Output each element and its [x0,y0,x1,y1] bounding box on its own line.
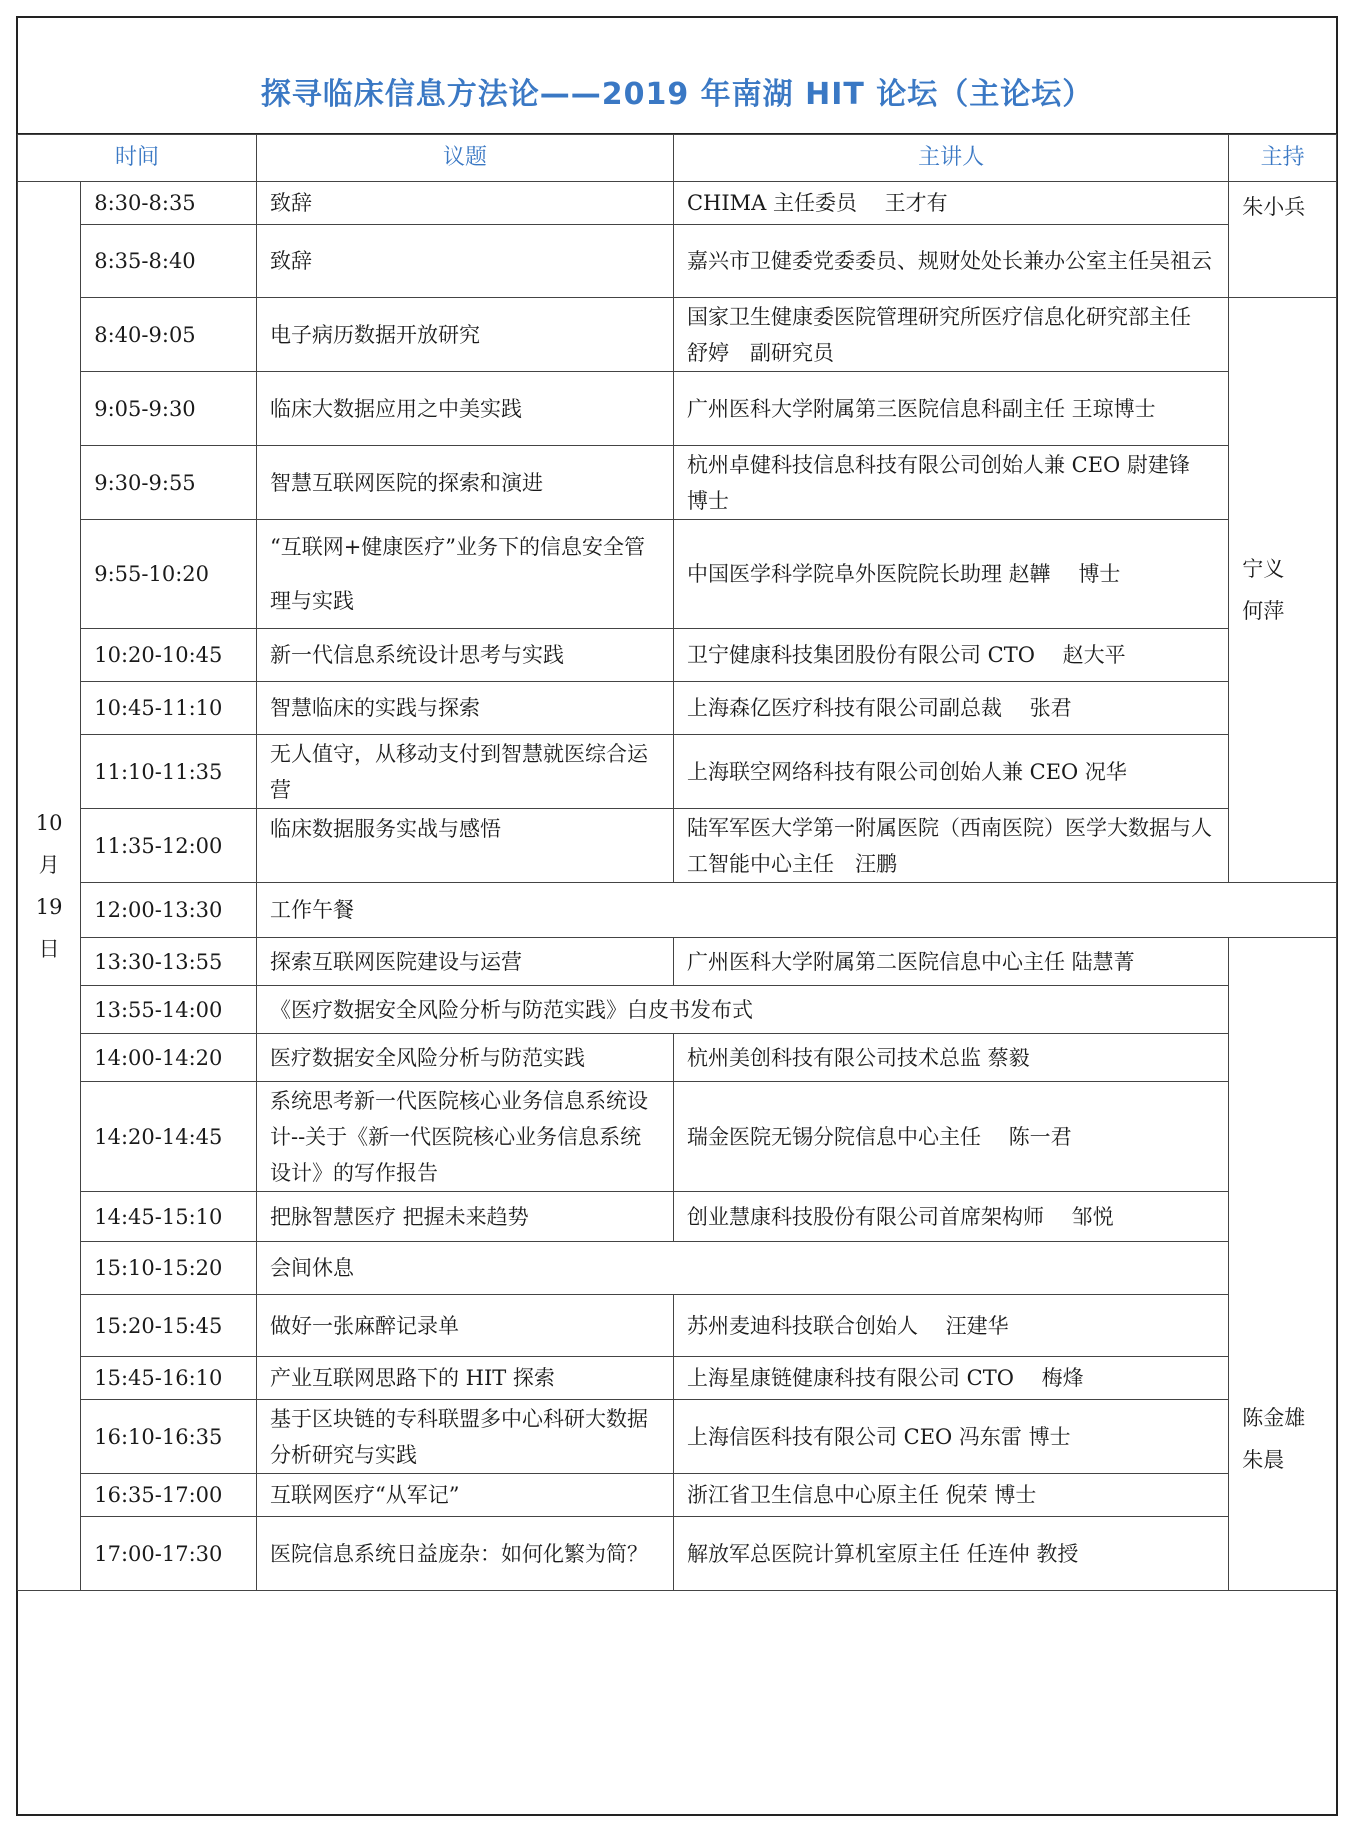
table-row [18,1034,1337,1082]
speaker-cell: 杭州美创科技有限公司技术总监 蔡毅 [673,1034,1228,1082]
topic-cell: 智慧互联网医院的探索和演进 [256,446,673,520]
time-cell: 16:35-17:00 [81,1474,257,1517]
time-cell: 15:20-15:45 [81,1295,257,1357]
speaker-cell: 杭州卓健科技信息科技有限公司创始人兼 CEO 尉建锋 博士 [673,446,1228,520]
table-row [18,182,1337,225]
date-month-char: 月 [38,853,60,877]
speaker-cell: 卫宁健康科技集团股份有限公司 CTO 赵大平 [673,629,1228,682]
time-cell: 15:45-16:10 [81,1357,257,1400]
table-row [18,372,1337,446]
header-host: 主持 [1229,135,1337,182]
table-row [18,1082,1337,1192]
topic-cell: 临床数据服务实战与感悟 [256,809,673,883]
header-row [18,135,1337,182]
topic-cell: 致辞 [256,182,673,225]
date-day-number: 10 [35,811,63,835]
topic-cell: 基于区块链的专科联盟多中心科研大数据分析研究与实践 [256,1400,673,1474]
speaker-cell: 浙江省卫生信息中心原主任 倪荣 博士 [673,1474,1228,1517]
time-cell: 14:00-14:20 [81,1034,257,1082]
host-name: 宁义 [1242,557,1285,581]
speaker-cell: 国家卫生健康委医院管理研究所医疗信息化研究部主任 舒婷 副研究员 [673,298,1228,372]
table-row [18,1474,1337,1517]
topic-cell: 临床大数据应用之中美实践 [256,372,673,446]
topic-cell: 医院信息系统日益庞杂：如何化繁为简？ [256,1517,673,1591]
time-cell: 11:10-11:35 [81,735,257,809]
topic-cell: 探索互联网医院建设与运营 [256,938,673,986]
table-row [18,938,1337,986]
topic-cell: 医疗数据安全风险分析与防范实践 [256,1034,673,1082]
table-row [18,520,1337,629]
table-row [18,225,1337,298]
table-row [18,809,1337,883]
time-cell: 16:10-16:35 [81,1400,257,1474]
time-cell: 15:10-15:20 [81,1242,257,1295]
topic-cell: “互联网+健康医疗”业务下的信息安全管理与实践 [256,520,673,629]
speaker-cell: 上海联空网络科技有限公司创始人兼 CEO 况华 [673,735,1228,809]
time-cell: 17:00-17:30 [81,1517,257,1591]
table-row [18,735,1337,809]
topic-cell: 会间休息 [256,1242,1228,1295]
host-cell [1229,182,1337,298]
topic-cell: 系统思考新一代医院核心业务信息系统设计--关于《新一代医院核心业务信息系统设计》的写作报告 [256,1082,673,1192]
host-cell [1229,298,1337,883]
time-cell: 8:40-9:05 [81,298,257,372]
table-row [18,629,1337,682]
time-cell: 10:45-11:10 [81,682,257,735]
time-cell: 9:05-9:30 [81,372,257,446]
time-cell: 12:00-13:30 [81,883,257,938]
speaker-cell: 广州医科大学附属第二医院信息中心主任 陆慧菁 [673,938,1228,986]
time-cell: 9:55-10:20 [81,520,257,629]
topic-cell: 《医疗数据安全风险分析与防范实践》白皮书发布式 [256,986,1228,1034]
table-row [18,1357,1337,1400]
host-name: 朱小兵 [1242,195,1306,219]
time-cell: 11:35-12:00 [81,809,257,883]
time-cell: 9:30-9:55 [81,446,257,520]
topic-cell: 产业互联网思路下的 HIT 探索 [256,1357,673,1400]
topic-cell: 互联网医疗“从军记” [256,1474,673,1517]
speaker-cell: 苏州麦迪科技联合创始人 汪建华 [673,1295,1228,1357]
topic-cell: 智慧临床的实践与探索 [256,682,673,735]
topic-cell: 工作午餐 [256,883,1336,938]
page-title: 探寻临床信息方法论——2019 年南湖 HIT 论坛（主论坛） [16,16,1338,134]
speaker-cell: 创业慧康科技股份有限公司首席架构师 邹悦 [673,1192,1228,1242]
time-cell: 8:30-8:35 [81,182,257,225]
host-cell [1229,938,1337,1591]
time-cell: 13:55-14:00 [81,986,257,1034]
topic-cell: 新一代信息系统设计思考与实践 [256,629,673,682]
time-cell: 8:35-8:40 [81,225,257,298]
table-row [18,883,1337,938]
speaker-cell: 广州医科大学附属第三医院信息科副主任 王琼博士 [673,372,1228,446]
table-row [18,446,1337,520]
topic-cell: 做好一张麻醉记录单 [256,1295,673,1357]
table-row [18,1517,1337,1591]
header-time: 时间 [18,135,257,182]
speaker-cell: 嘉兴市卫健委党委委员、规财处处长兼办公室主任吴祖云 [673,225,1228,298]
time-cell: 14:20-14:45 [81,1082,257,1192]
speaker-cell: 中国医学科学院阜外医院院长助理 赵韡 博士 [673,520,1228,629]
speaker-cell: 上海信医科技有限公司 CEO 冯东雷 博士 [673,1400,1228,1474]
time-cell: 10:20-10:45 [81,629,257,682]
time-cell: 13:30-13:55 [81,938,257,986]
table-row [18,1192,1337,1242]
host-name: 何萍 [1242,599,1285,623]
topic-cell: 电子病历数据开放研究 [256,298,673,372]
host-name: 陈金雄 [1242,1406,1306,1430]
header-speaker: 主讲人 [673,135,1228,182]
speaker-cell: 解放军总医院计算机室原主任 任连仲 教授 [673,1517,1228,1591]
speaker-cell: 陆军军医大学第一附属医院（西南医院）医学大数据与人工智能中心主任 汪鹏 [673,809,1228,883]
table-row [18,1242,1337,1295]
table-row [18,298,1337,372]
speaker-cell: CHIMA 主任委员 王才有 [673,182,1228,225]
header-topic: 议题 [256,135,673,182]
date-day-char: 日 [38,937,60,961]
table-row [18,682,1337,735]
topic-cell: 无人值守，从移动支付到智慧就医综合运营 [256,735,673,809]
table-row [18,1295,1337,1357]
date-cell [18,182,81,1591]
speaker-cell: 瑞金医院无锡分院信息中心主任 陈一君 [673,1082,1228,1192]
host-name: 朱晨 [1242,1448,1285,1472]
speaker-cell: 上海星康链健康科技有限公司 CTO 梅烽 [673,1357,1228,1400]
speaker-cell: 上海森亿医疗科技有限公司副总裁 张君 [673,682,1228,735]
table-row [18,986,1337,1034]
schedule-table [17,134,1337,1591]
time-cell: 14:45-15:10 [81,1192,257,1242]
topic-cell: 把脉智慧医疗 把握未来趋势 [256,1192,673,1242]
topic-cell: 致辞 [256,225,673,298]
date-day-value: 19 [35,895,63,919]
table-row [18,1400,1337,1474]
